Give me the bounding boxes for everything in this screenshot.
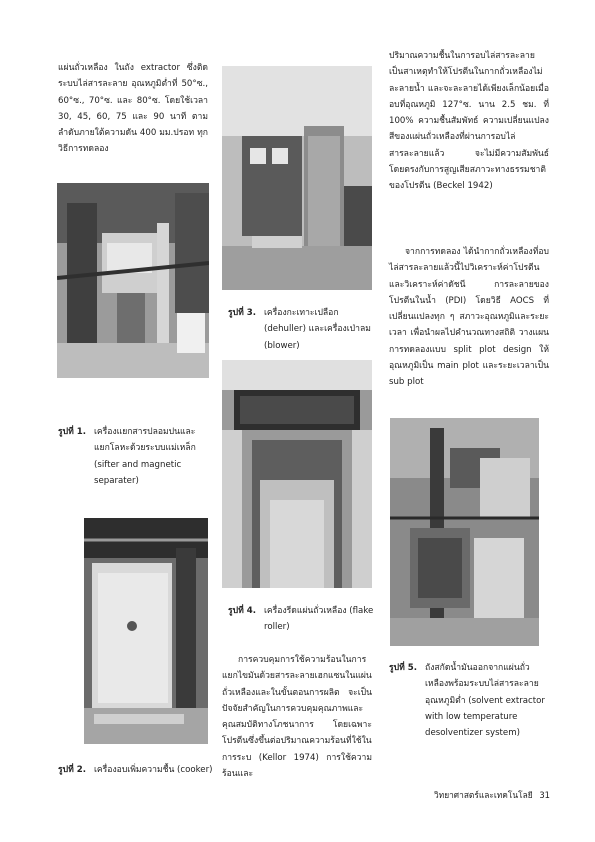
figure-5-caption [389,660,549,760]
figure-3-caption [228,305,378,351]
figure-4-caption [228,603,378,643]
journal-name: วิทยาศาสตร์และเทคโนโลยี [433,790,533,800]
figure-1-photo [57,183,209,378]
page-footer [410,788,550,802]
figure-5-label: รูปที่ 5. [389,663,417,673]
col3-paragraph-2: จากการทดลอง ได้นำกากถั่วเหลืองที่อบไล่สารละลายแล้วนี้ไปวิเคราะห์ค่าโปรตีน และวิเคราะห์ค่าดัชนี การละลายของโปรตีนในน้ำ (PDI) โดยวิธี AOCS ที่เปลี่ยนแปลงทุก ๆ สภาวะอุณหภูมิและระยะเวลา เพื่อนำผลไปคำนวณทางสถิติ วางแผนการทดลองแบบ split plot design ให้อุณหภูมิเป็น main plot และระยะเวลาเป็น sub plot [389,247,549,388]
figure-2-label: รูปที่ 2. [58,765,86,775]
dehuller-machine-image [222,66,372,290]
figure-1-label: รูปที่ 1. [58,427,86,437]
flake-roller-image [222,360,372,588]
page-number: 31 [539,790,550,800]
sifter-machine-image [57,183,209,378]
figure-3-label: รูปที่ 3. [228,308,256,318]
cooker-machine-image [84,518,208,744]
figure-4-text: เครื่องรีดแผ่นถั่วเหลือง (flake roller) [264,606,374,633]
figure-2-caption [58,762,218,782]
col1-paragraph: แผ่นถั่วเหลือง ในถัง extractor ซึ่งติดระบบไล่สารละลาย อุณหภูมิต่ำที่ 50°ซ., 60°ซ., 70°ซ. และ 80°ซ. โดยใช้เวลา 30, 45, 60, 75 และ 90 นาที ตามลำดับภายใต้ความดัน 400 มม.ปรอท ทุกวิธีการทดลอง [58,63,208,155]
figure-4-label: รูปที่ 4. [228,606,256,616]
figure-3-text: เครื่องกะเทาะเปลือก (dehuller) และเครื่องเป่าลม (blower) [264,308,371,351]
figure-5-text: ถังสกัดน้ำมันออกจากแผ่นถั่วเหลืองพร้อมระบบไล่สารละลายอุณหภูมิต่ำ (solvent extractor with low temperature desolventizer system) [425,663,545,739]
figure-1-text: เครื่องแยกสารปลอมปนและแยกโลหะด้วยระบบแม่เหล็ก (sifter and magnetic separater) [94,427,196,486]
figure-2-text: เครื่องอบเพิ่มความชื้น (cooker) [94,765,213,775]
solvent-extractor-image [390,418,539,646]
figure-4-photo [222,360,372,588]
col3-paragraph-1: ปริมาณความชื้นในการอบไล่สารละลายเป็นสาเหตุทำให้โปรตีนในกากถั่วเหลืองไม่ละลายน้ำ และจะละลายได้เพียงเล็กน้อยเมื่ออบที่อุณหภูมิ 127°ซ. นาน 2.5 ชม. ที่ 100% ความชื้นสัมพัทธ์ ความเปลี่ยนแปลงสีของแผ่นถั่วเหลืองที่ผ่านการอบไล่สารละลายแล้ว จะไม่มีความสัมพันธ์โดยตรงกับการสูญเสียสภาวะทางธรรมชาติของโปรตีน (Beckel 1942) [389,51,549,192]
figure-3-photo [222,66,372,290]
figure-1-caption [58,424,208,494]
figure-2-photo [84,518,208,744]
col2-paragraph: การควบคุมการใช้ความร้อนในการแยกไขมันด้วยสารละลายเฮกแซนในแผ่นถั่วเหลืองและในขั้นตอนการผลิต จะเป็นปัจจัยสำคัญในการควบคุมคุณภาพและคุณสมบัติทางโภชนาการ โดยเฉพาะโปรตีนซึ่งขึ้นต่อปริมาณความร้อนที่ใช้ในการระบ (Kellor 1974) การใช้ความร้อนและ [222,655,372,780]
figure-5-photo [390,418,539,646]
